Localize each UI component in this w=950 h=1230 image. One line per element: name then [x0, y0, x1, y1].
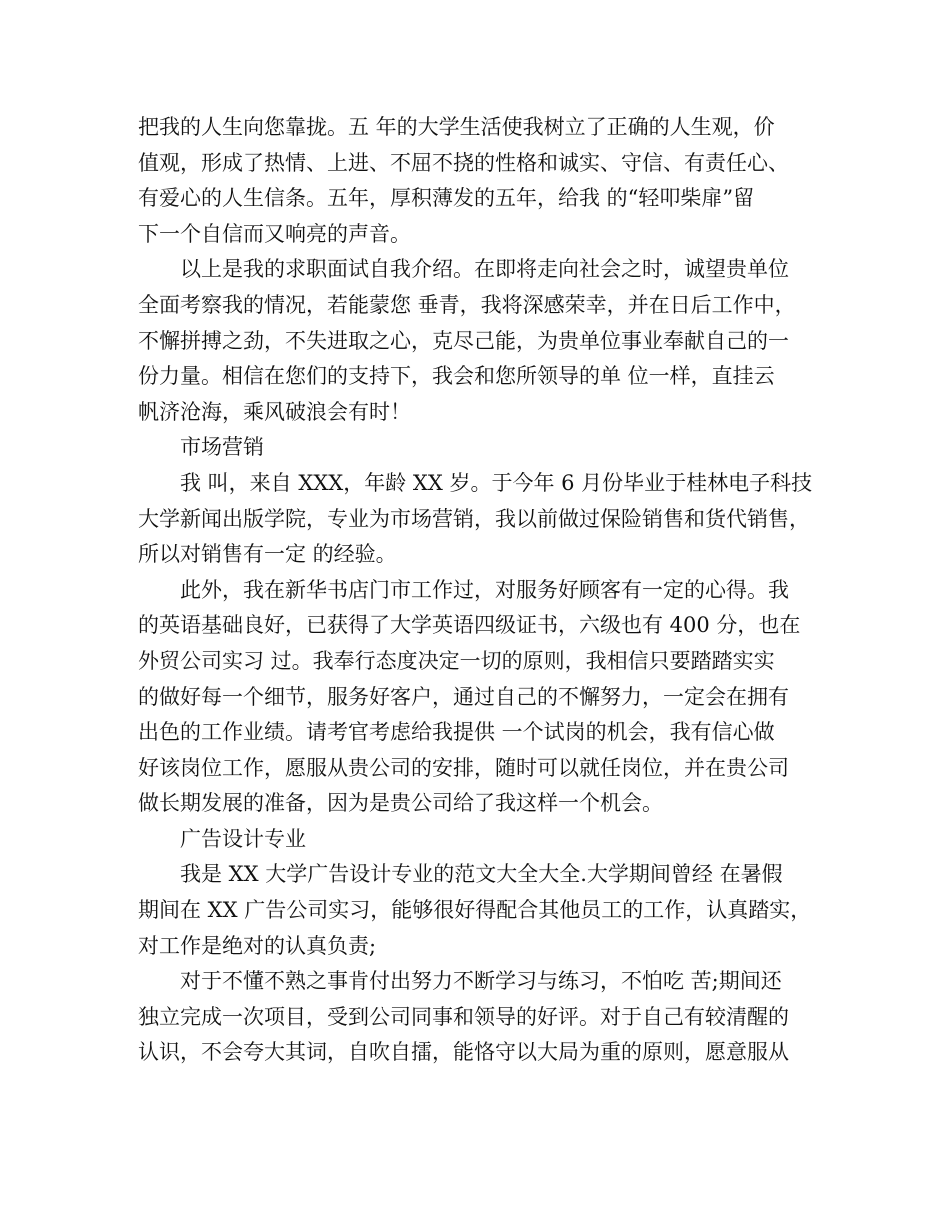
text-line: 有爱心的人生信条。五年，厚积薄发的五年，给我 的“轻叩柴扉”留 — [138, 186, 755, 211]
text-line: 份力量。相信在您们的支持下，我会和您所领导的单 位一样，直挂云 — [138, 364, 775, 389]
text-line: 出色的工作业绩。请考官考虑给我提供 一个试岗的机会，我有信心做 — [138, 720, 775, 745]
text-line: 外贸公司实习 过。我奉行态度决定一切的原则，我相信只要踏踏实实 — [138, 648, 775, 673]
text-line: 的英语基础良好，已获得了大学英语四级证书，六级也有 400 分，也在 — [138, 613, 801, 638]
text-line: 所以对销售有一定 的经验。 — [138, 542, 397, 567]
text-line: 期间在 XX 广告公司实习，能够很好得配合其他员工的工作，认真踏实， — [138, 898, 812, 923]
text-line: 值观，形成了热情、上进、不屈不挠的性格和诚实、守信、有责任心、 — [138, 150, 789, 175]
text-line: 好该岗位工作，愿服从贵公司的安排，随时可以就任岗位，并在贵公司 — [138, 755, 789, 780]
text-line: 的做好每一个细节，服务好客户，通过自己的不懈努力，一定会在拥有 — [138, 684, 789, 709]
text-line: 全面考察我的情况，若能蒙您 垂青，我将深感荣幸，并在日后工作中， — [138, 292, 796, 317]
text-line: 把我的人生向您靠拢。五 年的大学生活使我树立了正确的人生观，价 — [138, 115, 775, 139]
text-line: 我 叫，来自 XXX，年龄 XX 岁。于今年 6 月份毕业于桂林电子科技 — [180, 470, 813, 495]
text-line: 对工作是绝对的认真负责; — [138, 933, 377, 958]
text-line: 大学新闻出版学院，专业为市场营销，我以前做过保险销售和货代销售， — [138, 506, 810, 531]
text-line: 以上是我的求职面试自我介绍。在即将走向社会之时，诚望贵单位 — [180, 257, 789, 282]
text-line: 此外，我在新华书店门市工作过，对服务好顾客有一定的心得。我 — [180, 577, 789, 602]
text-line: 认识，不会夸大其词，自吹自擂，能恪守以大局为重的原则，愿意服从 — [138, 1040, 789, 1065]
text-line: 广告设计专业 — [180, 826, 306, 851]
text-line: 独立完成一次项目，受到公司同事和领导的好评。对于自己有较清醒的 — [138, 1004, 789, 1029]
text-line: 市场营销 — [180, 435, 264, 460]
text-line: 帆济沧海，乘风破浪会有时！ — [138, 399, 411, 424]
text-line: 对于不懂不熟之事肯付出努力不断学习与练习，不怕吃 苦;期间还 — [180, 969, 782, 994]
text-line: 下一个自信而又响亮的声音。 — [138, 221, 411, 246]
text-line: 我是 XX 大学广告设计专业的范文大全大全.大学期间曾经 在暑假 — [180, 862, 783, 887]
text-line: 做长期发展的准备，因为是贵公司给了我这样一个机会。 — [138, 791, 663, 816]
document-body — [138, 110, 838, 1071]
text-line: 不懈拼搏之劲，不失进取之心，克尽己能，为贵单位事业奉献自己的一 — [138, 328, 789, 353]
